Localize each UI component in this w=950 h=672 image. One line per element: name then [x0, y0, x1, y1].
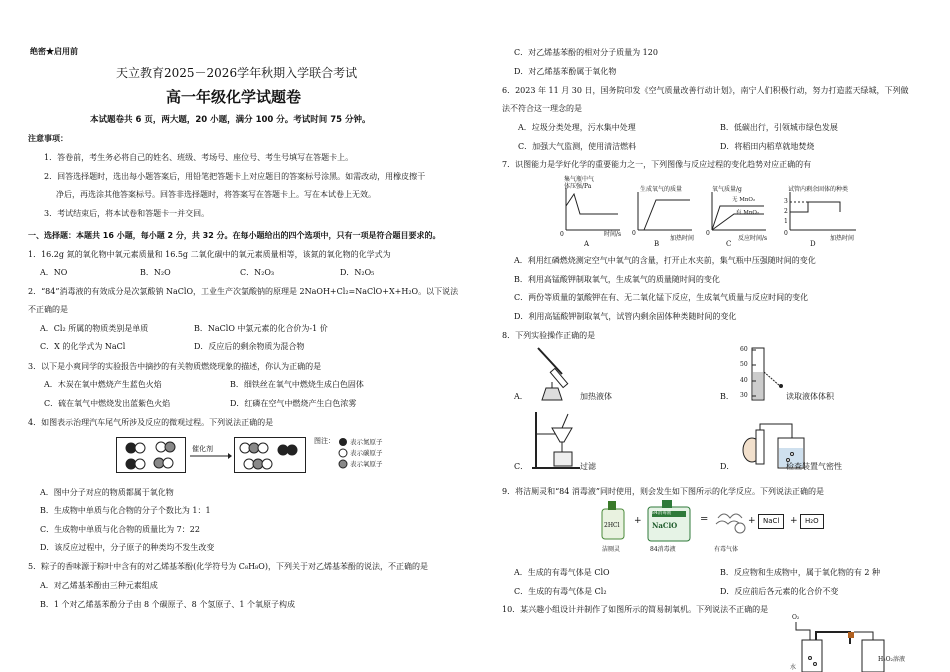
q4-option-c[interactable]: C．生成物中单质与化合物的质量比为 7：22	[40, 525, 200, 534]
note-2-cont: 净后，再选涂其他答案标号。回答非选择题时，将答案写在答题卡上。写在本试卷上无效。	[56, 190, 376, 199]
q8-option-a-text: 加热液体	[580, 392, 612, 401]
notes-title: 注意事项：	[28, 134, 68, 143]
q10-oxygen-generator-figure	[788, 620, 918, 672]
q7-graph-c-line1: 无 MnO₂	[732, 197, 756, 203]
q9-bottle2-formula: NaClO	[652, 521, 678, 530]
q6-stem: 6．2023 年 11 月 30 日，国务院印发《空气质量改善行动计划》，南宁人们积极行动，努力打造蓝天绿城，下列做	[502, 86, 909, 95]
q9-nacl-box: NaCl	[758, 514, 784, 529]
q6-stem-cont: 法不符合这一理念的是	[502, 104, 582, 113]
q5-option-d[interactable]: D．对乙烯基苯酚属于氧化物	[514, 67, 617, 76]
q9-option-c[interactable]: C．生成的有毒气体是 Cl₂	[514, 587, 607, 596]
q6-option-b[interactable]: B．低碳出行，引领城市绿色发展	[720, 123, 838, 132]
q8-cyl-tick-30: 30	[740, 392, 748, 399]
note-1: 1．答卷前，考生务必将自己的姓名、班级、考场号、座位号、考生号填写在答题卡上。	[44, 153, 354, 162]
q8-option-b-text: 读取液体体积	[786, 392, 834, 401]
q7-option-a[interactable]: A．利用红磷燃烧测定空气中氧气的含量，打开止水夹前，集气瓶中压强随时间的变化	[514, 256, 816, 265]
q4-products-box	[234, 437, 306, 473]
q7-graph-a-ylabel-line1: 集气瓶中气	[564, 176, 595, 183]
q7-graph-a-ylabel-line2: 体压强/Pa	[564, 182, 592, 190]
q7-graph-b-origin: 0	[632, 230, 636, 237]
q3-option-b[interactable]: B．细铁丝在氧气中燃烧生成白色固体	[230, 380, 364, 389]
q9-equals-arrow: =	[700, 514, 709, 525]
q6-option-c[interactable]: C．加强大气监测，使用清洁燃料	[518, 142, 637, 151]
q9-stem: 9．将洁厕灵和“84 消毒液”同时使用，则会发生如下图所示的化学反应。下列说法正确的是	[502, 487, 824, 496]
q8-cyl-tick-60: 60	[740, 346, 748, 353]
q4-legend-title: 图注：	[314, 437, 335, 445]
q2-option-c[interactable]: C．X 的化学式为 NaCl	[40, 342, 126, 351]
q7-graph-d-xlabel: 加热时间	[830, 235, 855, 242]
q4-legend-swatches	[338, 437, 348, 471]
q4-reactants-box	[116, 437, 186, 473]
q10-water-label: 水	[790, 664, 797, 671]
q7-graph-b-label: B	[654, 240, 660, 248]
q9-plus-3: +	[790, 516, 798, 526]
q7-graph-a	[560, 182, 622, 236]
q7-graph-a-origin: 0	[560, 231, 564, 238]
q8-option-d[interactable]: D．	[720, 462, 735, 471]
exam-info: 本试题卷共 6 页，两大题，20 小题，满分 100 分。考试时间 75 分钟。	[90, 115, 371, 125]
q8-option-b[interactable]: B．	[720, 392, 734, 401]
secret-mark: 绝密★启用前	[30, 46, 78, 56]
q4-legend-oxygen: 表示氧原子	[350, 460, 383, 468]
q8-filtration-figure	[530, 408, 586, 472]
q5-option-b[interactable]: B．1 个对乙烯基苯酚分子由 8 个碳原子、8 个氢原子、1 个氧原子构成	[40, 600, 295, 609]
q4-option-d[interactable]: D．该反应过程中，分子原子的种类均不发生改变	[40, 543, 215, 552]
q9-water-box: H₂O	[800, 514, 824, 529]
q2-stem: 2．“84”消毒液的有效成分是次氯酸钠 NaClO，工业生产次氯酸钠的原理是 2NaOH+Cl₂=NaClO+X+H₂O。以下说法	[28, 287, 459, 296]
q8-option-d-text: 检查装置气密性	[786, 462, 842, 471]
q4-stem: 4．如图表示治理汽车尾气所涉及反应的微观过程。下列说法正确的是	[28, 418, 274, 427]
q9-bottle2-name: 84消毒液	[650, 546, 676, 553]
q7-graph-c-line2: 有 MnO₂	[736, 210, 760, 216]
q7-graph-c-xlabel: 反应时间/s	[738, 235, 768, 242]
q9-toxic-gas-cloud	[714, 506, 748, 536]
q7-graph-b-ylabel: 生成氧气的质量	[640, 186, 683, 193]
q1-option-c[interactable]: C．N₂O₃	[240, 268, 275, 277]
note-2: 2．回答选择题时，选出每小题答案后，用铅笔把答题卡上对应题目的答案标号涂黑。如需改动，用橡皮擦干	[44, 172, 426, 181]
q3-option-c[interactable]: C．硫在氧气中燃烧发出蓝紫色火焰	[44, 399, 171, 408]
q7-graph-d-origin: 0	[784, 230, 788, 237]
q9-toilet-cleaner-bottle	[598, 499, 630, 541]
q4-reaction-arrow	[188, 452, 232, 460]
paper-title: 高一年级化学试题卷	[166, 88, 302, 106]
section-1-heading: 一、选择题：本题共 16 小题，每小题 2 分，共 32 分。在每小题给出的四个选项中，只有一项是符合题目要求的。	[28, 231, 441, 240]
q8-option-c-text: 过滤	[580, 462, 596, 471]
q5-stem: 5．粽子的香味源于粽叶中含有的对乙烯基苯酚(化学符号为 C₈H₈O)，下列关于对乙烯基苯酚的说法，不正确的是	[28, 562, 428, 571]
q10-o2-label: O₂	[792, 614, 800, 621]
q7-graph-c-ylabel: 氧气质量/g	[712, 186, 742, 193]
q7-graph-a-label: A	[584, 240, 590, 248]
q4-legend-carbon: 表示碳原子	[350, 449, 383, 457]
q7-option-d[interactable]: D．利用高锰酸钾制取氧气，试管内剩余固体种类随时间的变化	[514, 312, 737, 321]
q5-option-a[interactable]: A．对乙烯基苯酚由三种元素组成	[40, 581, 158, 590]
q9-plus-2: +	[748, 516, 756, 526]
q4-legend-nitrogen: 表示氮原子	[350, 438, 383, 446]
q3-option-a[interactable]: A．木炭在氧中燃烧产生蓝色火焰	[44, 380, 162, 389]
q2-option-d[interactable]: D．反应后的剩余物质为混合物	[194, 342, 305, 351]
q1-option-d[interactable]: D．N₂O₅	[340, 268, 375, 277]
q6-option-d[interactable]: D．将稻田内稻草就地焚烧	[720, 142, 815, 151]
q7-option-b[interactable]: B．利用高锰酸钾制取氧气，生成氧气的质量随时间的变化	[514, 275, 720, 284]
q9-option-a[interactable]: A．生成的有毒气体是 ClO	[514, 568, 610, 577]
q5-option-c[interactable]: C．对乙烯基苯酚的相对分子质量为 120	[514, 48, 658, 57]
q2-option-a[interactable]: A．Cl₂ 所属的物质类别是单质	[40, 324, 149, 333]
q9-option-b[interactable]: B．反应物和生成物中，属于氧化物的有 2 种	[720, 568, 881, 577]
q4-products-molecules	[235, 438, 307, 474]
q7-graph-d-ylabel: 试管内剩余固体的种类	[788, 186, 849, 193]
q8-option-a[interactable]: A．	[514, 392, 528, 401]
q1-stem: 1．16.2g 氮的氧化物中氧元素质量和 16.5g 二氧化碳中的氧元素质量相等，该氮的氧化物的化学式为	[28, 250, 391, 259]
q4-catalyst-label: 催化剂	[192, 445, 213, 453]
q8-cyl-tick-40: 40	[740, 377, 748, 384]
q10-h2o2-label: H₂O₂溶液	[878, 656, 905, 663]
q4-option-a[interactable]: A．图中分子对应的物质都属于氧化物	[40, 488, 174, 497]
q9-bottle1-formula: 2HCl	[604, 522, 620, 529]
q9-bottle1-name: 洁厕灵	[602, 546, 621, 553]
q7-graph-a-xlabel: 时间/s	[604, 231, 622, 238]
q3-option-d[interactable]: D．红磷在空气中燃烧产生白色浓雾	[230, 399, 357, 408]
q4-reactants-molecules	[117, 438, 187, 474]
q9-plus-1: +	[634, 516, 642, 526]
q7-graph-d-label: D	[810, 240, 816, 248]
q7-graph-d	[782, 190, 858, 236]
q7-graph-d-tick-1: 1	[784, 218, 788, 225]
q10-stem: 10．某兴趣小组设计并制作了如图所示的简易制氧机。下列说法不正确的是	[502, 605, 769, 614]
q4-option-b[interactable]: B．生成物中单质与化合物的分子个数比为 1：1	[40, 506, 211, 515]
q7-stem: 7．识图能力是学好化学的重要能力之一，下列图像与反应过程的变化趋势对应正确的有	[502, 160, 812, 169]
q1-option-a[interactable]: A．NO	[40, 268, 68, 277]
q9-bottle2-top-label: 84消毒液	[652, 511, 672, 516]
q7-graph-c-label: C	[726, 240, 732, 248]
q1-option-b[interactable]: B．N₂O	[140, 268, 171, 277]
q7-graph-b	[632, 190, 694, 236]
q8-cyl-tick-50: 50	[740, 361, 748, 368]
q9-option-d[interactable]: D．反应前后各元素的化合价不变	[720, 587, 839, 596]
q9-gas-name: 有毒气体	[714, 546, 739, 553]
q8-heating-liquid-figure	[528, 344, 578, 402]
q7-graph-c-origin: 0	[706, 230, 710, 237]
q2-stem-cont: 不正确的是	[28, 305, 68, 314]
exam-title: 天立教育2025－2026学年秋期入学联合考试	[116, 66, 358, 80]
q8-cylinder-figure	[750, 346, 786, 402]
q6-option-a[interactable]: A．垃圾分类处理，污水集中处理	[518, 123, 636, 132]
q7-graph-b-xlabel: 加热时间	[670, 235, 695, 242]
q7-option-c[interactable]: C．两份等质量的氯酸钾在有、无二氧化锰下反应，生成氧气质量与反应时间的变化	[514, 293, 809, 302]
q7-graph-d-tick-3: 3	[784, 198, 788, 205]
q7-graph-d-tick-2: 2	[784, 208, 788, 215]
q3-stem: 3．以下是小爽同学的实验报告中摘抄的有关物质燃烧现象的描述，你认为正确的是	[28, 362, 322, 371]
q8-option-c[interactable]: C．	[514, 462, 529, 471]
q8-stem: 8．下列实验操作正确的是	[502, 331, 596, 340]
note-3: 3．考试结束后，将本试卷和答题卡一并交回。	[44, 209, 210, 218]
q2-option-b[interactable]: B．NaClO 中氯元素的化合价为-1 价	[194, 324, 328, 333]
